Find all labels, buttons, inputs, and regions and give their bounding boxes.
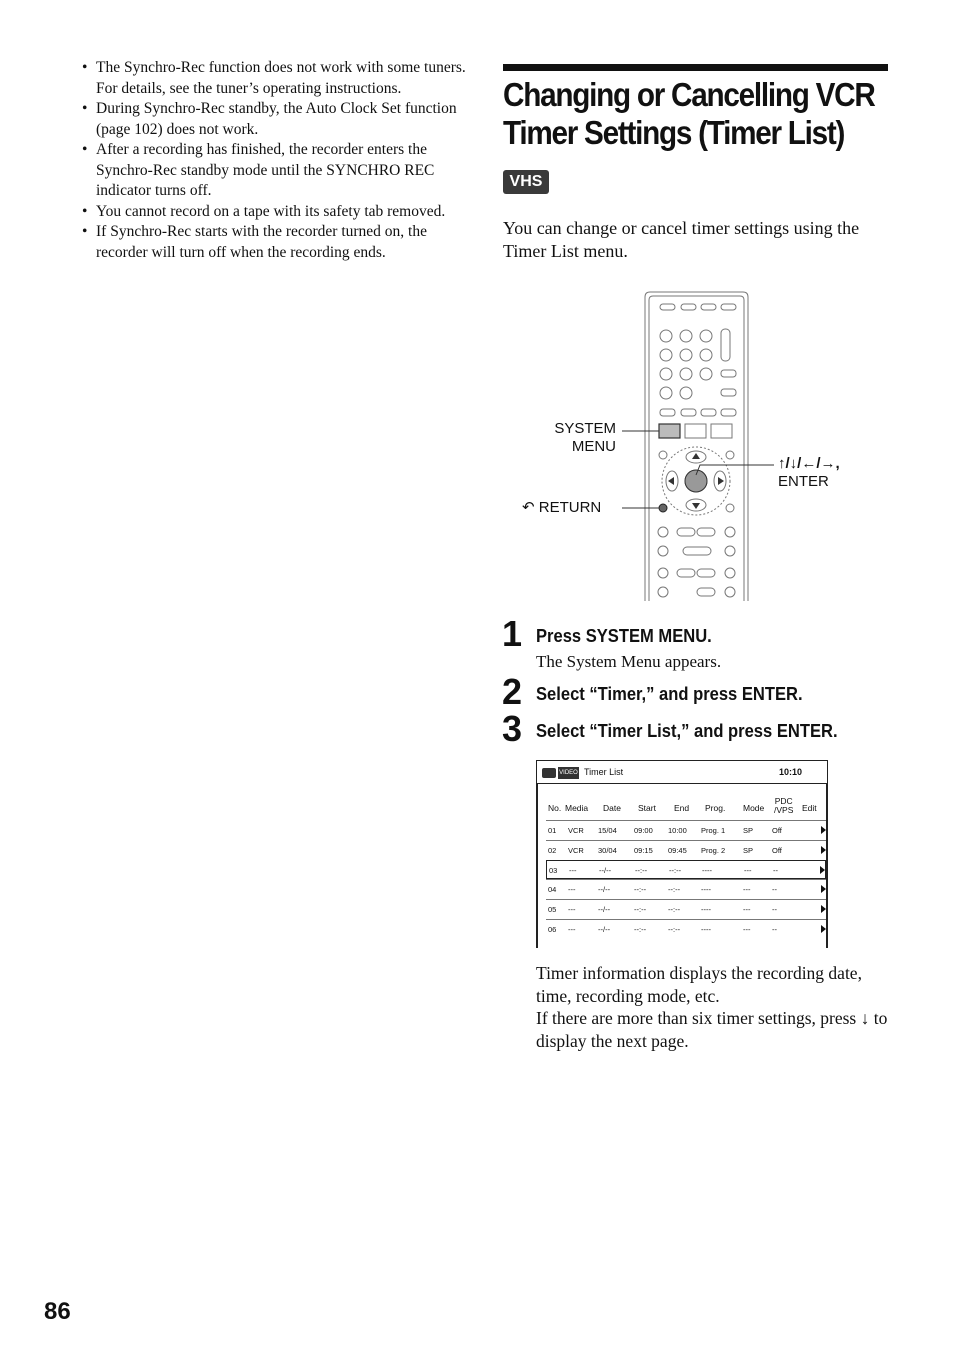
return-label-text: RETURN xyxy=(538,499,602,516)
table-cell: 15/04 xyxy=(598,826,617,835)
enter-label: ENTER xyxy=(778,473,829,490)
table-header xyxy=(538,797,828,819)
table-cell: --- xyxy=(743,925,751,934)
note-item: • After a recording has finished, the recorder enters the Synchro-Rec standby mode until the SYNCHRO REC indicator turns off. xyxy=(80,140,470,202)
table-cell: --:-- xyxy=(668,905,681,914)
table-cell: ---- xyxy=(701,905,711,914)
screen-body xyxy=(536,784,828,948)
table-cell: Off xyxy=(772,846,782,855)
col-media: Media xyxy=(565,803,589,813)
table-cell: --/-- xyxy=(598,905,611,914)
table-cell: --/-- xyxy=(598,885,611,894)
screen-clock: 10:10 xyxy=(779,767,803,777)
step-3-number: 3 xyxy=(502,708,523,749)
table-cell: --- xyxy=(569,866,577,875)
table-cell: -- xyxy=(772,925,777,934)
table-cell: ---- xyxy=(702,866,712,875)
arrow-keys-icon: ↑/↓/←/→, xyxy=(778,455,840,472)
table-cell: --:-- xyxy=(634,885,647,894)
system-menu-label xyxy=(550,420,616,456)
step-3-text: Select “Timer List,” and press ENTER. xyxy=(536,721,838,741)
table-cell: Off xyxy=(772,826,782,835)
col-mode: Mode xyxy=(743,803,765,813)
section-title-line1: Changing or Cancelling VCR xyxy=(503,76,875,113)
edit-arrow-icon[interactable] xyxy=(821,885,826,893)
table-cell: 04 xyxy=(548,885,557,894)
table-row[interactable] xyxy=(546,820,826,840)
section-title xyxy=(503,76,875,152)
table-cell: --:-- xyxy=(668,885,681,894)
table-cell: 09:00 xyxy=(634,826,653,835)
step-1-number: 1 xyxy=(502,613,523,654)
table-cell: ---- xyxy=(701,885,711,894)
table-cell: 05 xyxy=(548,905,557,914)
down-arrow-icon: ↓ xyxy=(860,1008,870,1028)
return-label xyxy=(522,499,601,517)
arrows-enter-label xyxy=(778,455,840,491)
table-row[interactable] xyxy=(546,919,826,939)
table-cell: -- xyxy=(772,885,777,894)
table-cell: --- xyxy=(568,925,576,934)
col-no: No. xyxy=(548,803,562,813)
table-cell: -- xyxy=(773,866,778,875)
notes-list xyxy=(80,58,470,263)
edit-arrow-icon[interactable] xyxy=(821,905,826,913)
edit-arrow-icon[interactable] xyxy=(821,925,826,933)
table-cell: --:-- xyxy=(669,866,682,875)
system-menu-label-line1: SYSTEM xyxy=(554,420,616,437)
step-1-text: Press SYSTEM MENU. xyxy=(536,626,712,646)
table-cell: --/-- xyxy=(598,925,611,934)
table-cell: SP xyxy=(743,846,754,855)
step-2-text: Select “Timer,” and press ENTER. xyxy=(536,684,803,704)
table-cell: 10:00 xyxy=(668,826,687,835)
col-pdc xyxy=(774,797,793,815)
col-start: Start xyxy=(638,803,656,813)
remote-illustration xyxy=(500,285,880,605)
tape-icon xyxy=(542,768,556,778)
edit-arrow-icon[interactable] xyxy=(821,826,826,834)
section-title-line2: Timer Settings (Timer List) xyxy=(503,114,845,151)
table-cell: --- xyxy=(743,905,751,914)
result-para-1: Timer information displays the recording date, time, recording mode, etc. xyxy=(536,963,862,1006)
col-end: End xyxy=(674,803,690,813)
timer-rows xyxy=(546,820,826,939)
table-cell: --- xyxy=(743,885,751,894)
table-row[interactable] xyxy=(546,840,826,860)
table-cell: --- xyxy=(568,905,576,914)
table-cell: VCR xyxy=(568,846,584,855)
table-cell: VCR xyxy=(568,826,584,835)
note-item: • The Synchro-Rec function does not work with some tuners. For details, see the tuner’s operating instructions. xyxy=(80,58,470,99)
system-menu-label-line2: MENU xyxy=(571,438,616,455)
screen-title: Timer List xyxy=(584,767,624,777)
video-logo: VIDEO xyxy=(558,767,579,779)
table-cell: Prog. 2 xyxy=(701,846,726,855)
table-cell: --/-- xyxy=(599,866,612,875)
table-cell: 09:15 xyxy=(634,846,653,855)
table-cell: 09:45 xyxy=(668,846,687,855)
result-para-2-post: to display the next page. xyxy=(536,1008,888,1051)
table-cell: -- xyxy=(772,905,777,914)
timer-list-screen xyxy=(536,760,828,948)
title-rule xyxy=(503,64,888,71)
table-cell: ---- xyxy=(701,925,711,934)
page-number: 86 xyxy=(44,1298,71,1325)
table-cell: --:-- xyxy=(634,925,647,934)
table-cell: 03 xyxy=(549,866,558,875)
col-edit: Edit xyxy=(802,803,817,813)
table-cell: 01 xyxy=(548,826,557,835)
table-cell: --:-- xyxy=(668,925,681,934)
edit-arrow-icon[interactable] xyxy=(820,866,825,874)
table-cell: --- xyxy=(744,866,752,875)
col-prog: Prog. xyxy=(705,803,726,813)
table-row[interactable] xyxy=(546,879,826,899)
result-para-2-pre: If there are more than six timer settings, press xyxy=(536,1008,857,1028)
table-row[interactable] xyxy=(546,860,826,879)
edit-arrow-icon[interactable] xyxy=(821,846,826,854)
note-item: • You cannot record on a tape with its safety tab removed. xyxy=(80,202,470,223)
table-row[interactable] xyxy=(546,899,826,919)
table-cell: --:-- xyxy=(635,866,648,875)
table-cell: 02 xyxy=(548,846,557,855)
intro-text: You can change or cancel timer settings using the Timer List menu. xyxy=(503,218,860,261)
screen-header xyxy=(536,760,828,784)
table-cell: SP xyxy=(743,826,754,835)
table-cell: --:-- xyxy=(634,905,647,914)
note-item: • During Synchro-Rec standby, the Auto Clock Set function (page 102) does not work. xyxy=(80,99,470,140)
col-date: Date xyxy=(603,803,621,813)
col-pdc-line1: PDC xyxy=(774,796,793,806)
table-cell: Prog. 1 xyxy=(701,826,726,835)
step-1-sub: The System Menu appears. xyxy=(536,652,722,671)
table-cell: 30/04 xyxy=(598,846,617,855)
col-pdc-line2: /VPS xyxy=(774,805,794,815)
vhs-badge: VHS xyxy=(503,170,549,194)
result-text xyxy=(536,962,896,1052)
note-item: • If Synchro-Rec starts with the recorder turned on, the recorder will turn off when the recording ends. xyxy=(80,222,470,263)
table-cell: 06 xyxy=(548,925,557,934)
table-cell: --- xyxy=(568,885,576,894)
step-2-number: 2 xyxy=(502,671,523,712)
return-icon: ↶ xyxy=(522,499,535,516)
